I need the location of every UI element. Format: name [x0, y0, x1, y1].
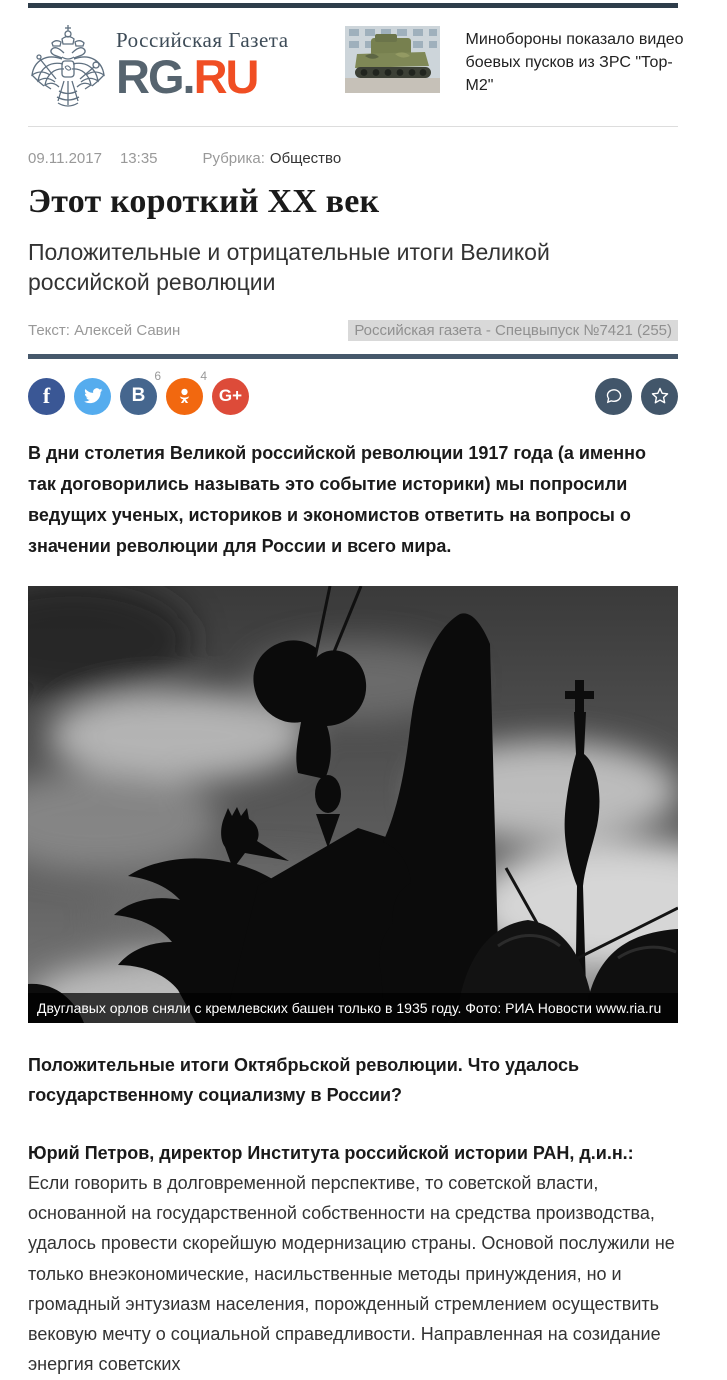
- promo-teaser[interactable]: [345, 26, 696, 113]
- photo-caption: Двуглавых орлов сняли с кремлевских башен только в 1935 году. Фото: РИА Новости www.ria.ru: [28, 993, 678, 1023]
- article-title: Этот короткий XX век: [28, 183, 380, 220]
- promo-headline[interactable]: Минобороны показало видео боевых пусков из ЗРС "Тор-М2": [465, 31, 684, 95]
- byline-row: [28, 320, 678, 341]
- twitter-bird-icon: [83, 386, 103, 406]
- coat-of-arms-icon: [28, 23, 108, 113]
- publish-date: 09.11.2017: [28, 150, 102, 167]
- favorite-button[interactable]: [641, 378, 678, 415]
- article-photo: [28, 586, 678, 1023]
- comments-button[interactable]: [595, 378, 632, 415]
- share-toolbar: [28, 368, 678, 415]
- logo-text: [116, 23, 289, 103]
- site-logo[interactable]: [28, 23, 289, 113]
- section-subheading: Положительные итоги Октябрьской революции. Что удалось государственному социализму в России?: [28, 1054, 580, 1106]
- vkontakte-icon: В: [131, 385, 146, 407]
- top-accent-bar: [28, 3, 678, 8]
- rubric-link[interactable]: Общество: [269, 150, 342, 167]
- rubric-label: Рубрика:: [202, 150, 265, 167]
- brand-name: Российская Газета: [116, 28, 289, 52]
- site-header: [28, 23, 684, 113]
- speaker-name: Юрий Петров, директор Института российской истории РАН, д.и.н.:: [28, 1142, 634, 1163]
- header-divider: [28, 126, 678, 127]
- lead-paragraph: В дни столетия Великой российской революции 1917 года (а именно так договорились называть это событие историки) мы попросили ведущих ученых, историков и экономистов ответить на вопросы о значении революции для России и всего мира.: [28, 442, 646, 556]
- star-icon: [649, 385, 671, 407]
- byline: Текст: Алексей Савин: [28, 321, 181, 339]
- odnoklassniki-share-count: 4: [200, 368, 207, 383]
- page-container: [28, 3, 684, 1380]
- vkontakte-share-button[interactable]: [120, 368, 161, 415]
- google-plus-share-button[interactable]: [212, 378, 249, 415]
- facebook-share-button[interactable]: [28, 378, 65, 415]
- publish-time: 13:35: [119, 150, 158, 167]
- article-figure: [28, 586, 678, 1023]
- article-meta: [28, 150, 678, 167]
- section-divider-bar: [28, 354, 678, 359]
- comment-bubble-icon: [603, 385, 625, 407]
- google-plus-icon: G+: [218, 386, 243, 406]
- vkontakte-share-count: 6: [154, 368, 161, 383]
- twitter-share-button[interactable]: [74, 378, 111, 415]
- odnoklassniki-person-icon: [175, 387, 194, 406]
- odnoklassniki-share-button[interactable]: [166, 368, 207, 415]
- facebook-icon: f: [42, 383, 51, 409]
- logo-rg: RG.: [116, 50, 194, 103]
- rgru-logo: [116, 50, 289, 103]
- body-paragraph: [28, 1138, 678, 1380]
- logo-ru: RU: [193, 50, 258, 103]
- issue-badge[interactable]: Российская газета - Спецвыпуск №7421 (255): [348, 320, 678, 341]
- paragraph-text: Если говорить в долговременной перспективе, то советской власти, основанной на государственной собственности на средства производства, удалось провести скорейшую модернизацию страны. Основой послужили не только внеэкономические, насильственные методы принуждения, но и громадный энтузиазм населения, порожденный стремлением осуществить вековую мечту о социальной справедливости. Направленная на созидание энергия советских: [28, 1172, 675, 1375]
- article-subtitle: Положительные и отрицательные итоги Великой российской революции: [28, 239, 550, 296]
- promo-thumbnail-icon: [345, 26, 440, 93]
